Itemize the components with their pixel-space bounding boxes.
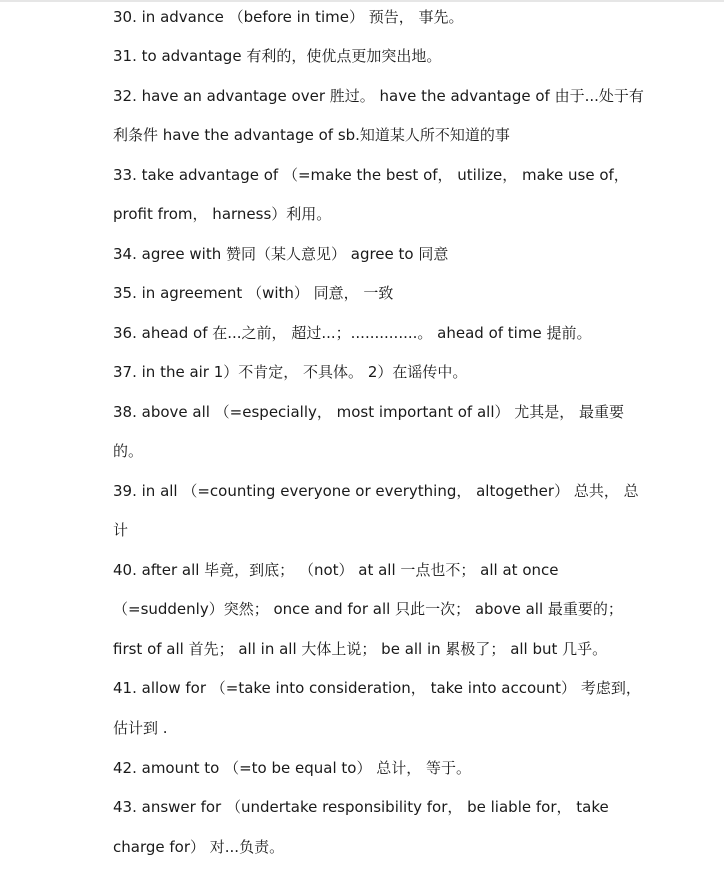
text-line: 37. in the air 1）不肯定， 不具体。 2）在谣传中。	[113, 363, 468, 381]
text-line: 30. in advance （before in time） 预告， 事先。	[113, 8, 464, 26]
text-line: first of all 首先； all in all 大体上说； be all in 累极了； all but 几乎。	[113, 640, 608, 658]
text-line: 38. above all （=especially， most important of all） 尤其是， 最重要	[113, 403, 625, 421]
top-rule	[0, 0, 724, 2]
text-line: profit from， harness）利用。	[113, 205, 332, 223]
text-line: charge for） 对...负责。	[113, 838, 285, 856]
text-line: 36. ahead of 在...之前， 超过...；..............。 ahead of time 提前。	[113, 324, 592, 342]
text-line: （=suddenly）突然； once and for all 只此一次； above all 最重要的；	[113, 600, 623, 618]
text-line: 33. take advantage of （=make the best of， utilize， make use of，	[113, 166, 629, 184]
text-line: 43. answer for （undertake responsibility for， be liable for， take	[113, 798, 609, 816]
text-line: 31. to advantage 有利的，使优点更加突出地。	[113, 47, 442, 65]
text-line: 计	[113, 521, 129, 539]
text-line: 估计到 .	[113, 719, 168, 737]
text-line: 40. after all 毕竟，到底； （not） at all 一点也不； all at once	[113, 561, 559, 579]
text-line: 39. in all （=counting everyone or everything， altogether） 总共， 总	[113, 482, 639, 500]
text-line: 34. agree with 赞同（某人意见） agree to 同意	[113, 245, 449, 263]
text-line: 的。	[113, 442, 144, 460]
text-line: 42. amount to （=to be equal to） 总计， 等于。	[113, 759, 471, 777]
text-line: 32. have an advantage over 胜过。 have the advantage of 由于...处于有	[113, 87, 644, 105]
text-line: 35. in agreement （with） 同意， 一致	[113, 284, 394, 302]
text-line: 利条件 have the advantage of sb.知道某人所不知道的事	[113, 126, 510, 144]
text-line: 41. allow for （=take into consideration， take into account） 考虑到，	[113, 679, 641, 697]
